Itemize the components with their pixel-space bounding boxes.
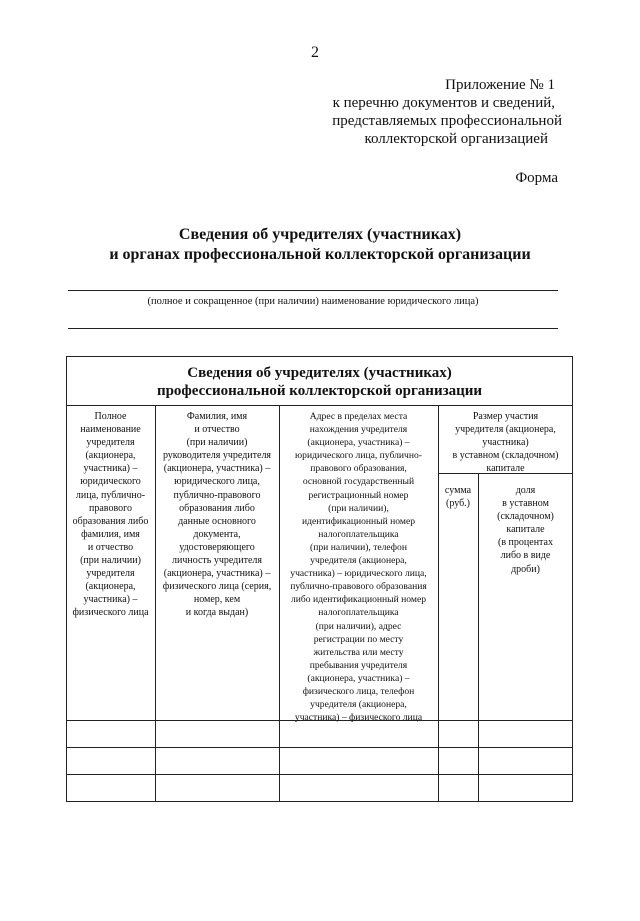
- appendix-header: [300, 76, 600, 148]
- column-header-participation-size: Размер участия учредителя (акционера, участника) в уставном (складочном) капитале: [452, 411, 559, 475]
- row-rule: [66, 774, 573, 775]
- appendix-line: представляемых профессиональной: [332, 113, 562, 129]
- form-label: Форма: [515, 170, 558, 186]
- appendix-line: к перечню документов и сведений,: [332, 95, 555, 111]
- title-line: и органах профессиональной коллекторской организации: [109, 246, 531, 263]
- org-name-line-2: [68, 328, 558, 329]
- title-line: Сведения об учредителях (участниках): [178, 226, 462, 243]
- table-title-line: Сведения об учредителях (участниках): [187, 365, 452, 381]
- appendix-line: Приложение № 1: [445, 77, 555, 93]
- appendix-line: коллекторской организацией: [364, 131, 548, 147]
- column-header-address: Адрес в пределах места нахождения учредителя (акционера, участника) – юридического лица, публично- правового образования, основной государственный регистрационный номер (при наличии), идентификационный номер налогоплательщика (при наличии), телефон учредителя (акционера, участника) – юридического лица, публично-правового образования либо идентификационный номер налогоплательщика (при наличии), адрес регистрации по месту жительства или месту пребывания учредителя (акционера, участника) – физического лица, телефон учредителя (акционера, участника) – физического лица: [290, 411, 427, 724]
- document-title: [60, 225, 580, 265]
- org-name-line: [68, 290, 558, 291]
- row-rule: [66, 747, 573, 748]
- table-title-line: профессиональной коллекторской организации: [156, 383, 483, 399]
- page-number: 2: [311, 44, 319, 61]
- column-header-amount: сумма (руб.): [444, 485, 472, 510]
- header-rule: [66, 405, 573, 406]
- column-header-head-or-id-document: Фамилия, имя и отчество (при наличии) руководителя учредителя (акционера, участника) – юридического лица, публично-правового образования либо данные основного документа, удостоверяющего личность учредителя (акционера, участника) – физического лица (серия, номер, кем и когда выдан): [162, 411, 272, 619]
- org-name-caption: (полное и сокращенное (при наличии) наименование юридического лица): [147, 296, 479, 307]
- column-header-share: доля в уставном (складочном) капитале (в процентах либо в виде дроби): [497, 485, 554, 575]
- table-title: [66, 364, 573, 400]
- column-header-founder-name: Полное наименование учредителя (акционера, участника) – юридического лица, публично- правового образования либо фамилия, имя и отчество (при наличии) учредителя (акционера, участника) – физического лица: [72, 411, 149, 619]
